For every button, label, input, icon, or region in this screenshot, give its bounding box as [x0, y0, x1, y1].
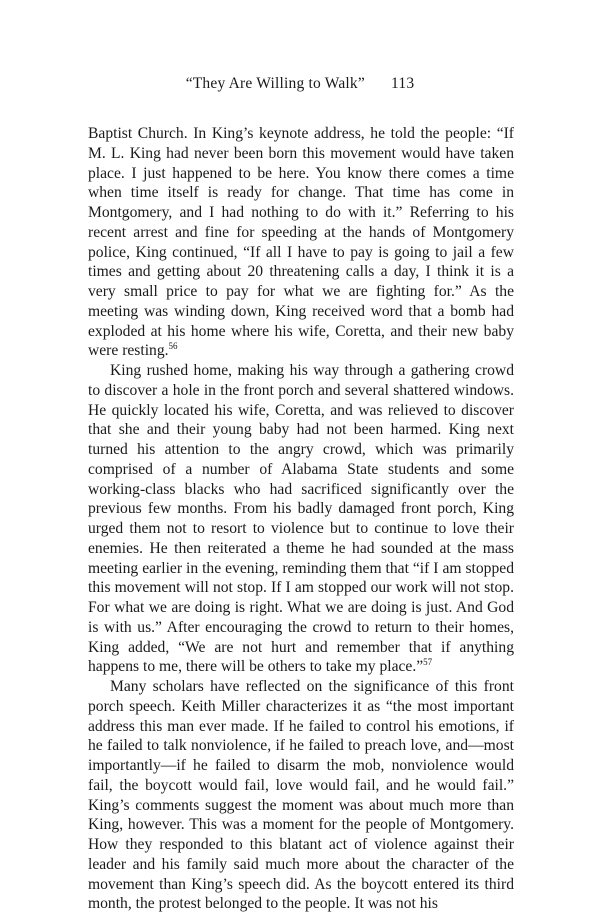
body-text: [88, 124, 514, 914]
running-head-title: “They Are Willing to Walk”: [185, 75, 365, 92]
paragraph-2-text: King rushed home, making his way through a gathering crowd to discover a hole in the front porch and several shattered windows. He quickly located his wife, Coretta, and was relieved to discover that she and their young baby had not been harmed. King next turned his attention to the angry crowd, which was primarily comprised of a number of Alabama State students and some working-class blacks who had sacrificed significantly over the previous few months. From his badly damaged front porch, King urged them not to resort to violence but to continue to love their enemies. He then reiterated a theme he had sounded at the mass meeting earlier in the evening, reminding them that “if I am stopped this movement will not stop. If I am stopped our work will not stop. For what we are doing is right. What we are doing is just. And God is with us.” After encouraging the crowd to return to their homes, King added, “We are not hurt and remember that if anything happens to me, there will be others to take my place.”: [88, 362, 514, 676]
paragraph-1: [88, 124, 514, 361]
page-number: 113: [391, 75, 415, 92]
paragraph-3-text: Many scholars have reflected on the significance of this front porch speech. Keith Miller characterizes it as “the most important address this man ever made. If he failed to control his emotions, if he failed to talk nonviolence, if he failed to preach love, and—most importantly—if he failed to disarm the mob, nonviolence would fail, the boycott would fail, love would fail, and he would fail.” King’s comments suggest the moment was about much more than King, however. This was a moment for the people of Montgomery. How they responded to this blatant act of violence against their leader and his family said much more about the character of the movement than King’s speech did. As the boycott entered its third month, the protest belonged to the people. It was not his: [88, 678, 514, 913]
paragraph-2: [88, 361, 514, 677]
paragraph-3: [88, 677, 514, 914]
footnote-ref-56[interactable]: 56: [168, 341, 178, 352]
footnote-ref-57[interactable]: 57: [423, 657, 433, 668]
paragraph-1-text: Baptist Church. In King’s keynote address, he told the people: “If M. L. King had never been born this movement would have taken place. I just happened to be here. You know there comes a time when time itself is ready for change. That time has come in Montgomery, and I had nothing to do with it.” Referring to his recent arrest and fine for speeding at the hands of Montgomery police, King continued, “If all I have to pay is going to jail a few times and getting about 20 threatening calls a day, I think it is a very small price to pay for what we are fighting for.” As the meeting was winding down, King received word that a bomb had exploded at his home where his wife, Coretta, and their new baby were resting.: [88, 125, 514, 360]
running-head: [0, 75, 600, 93]
